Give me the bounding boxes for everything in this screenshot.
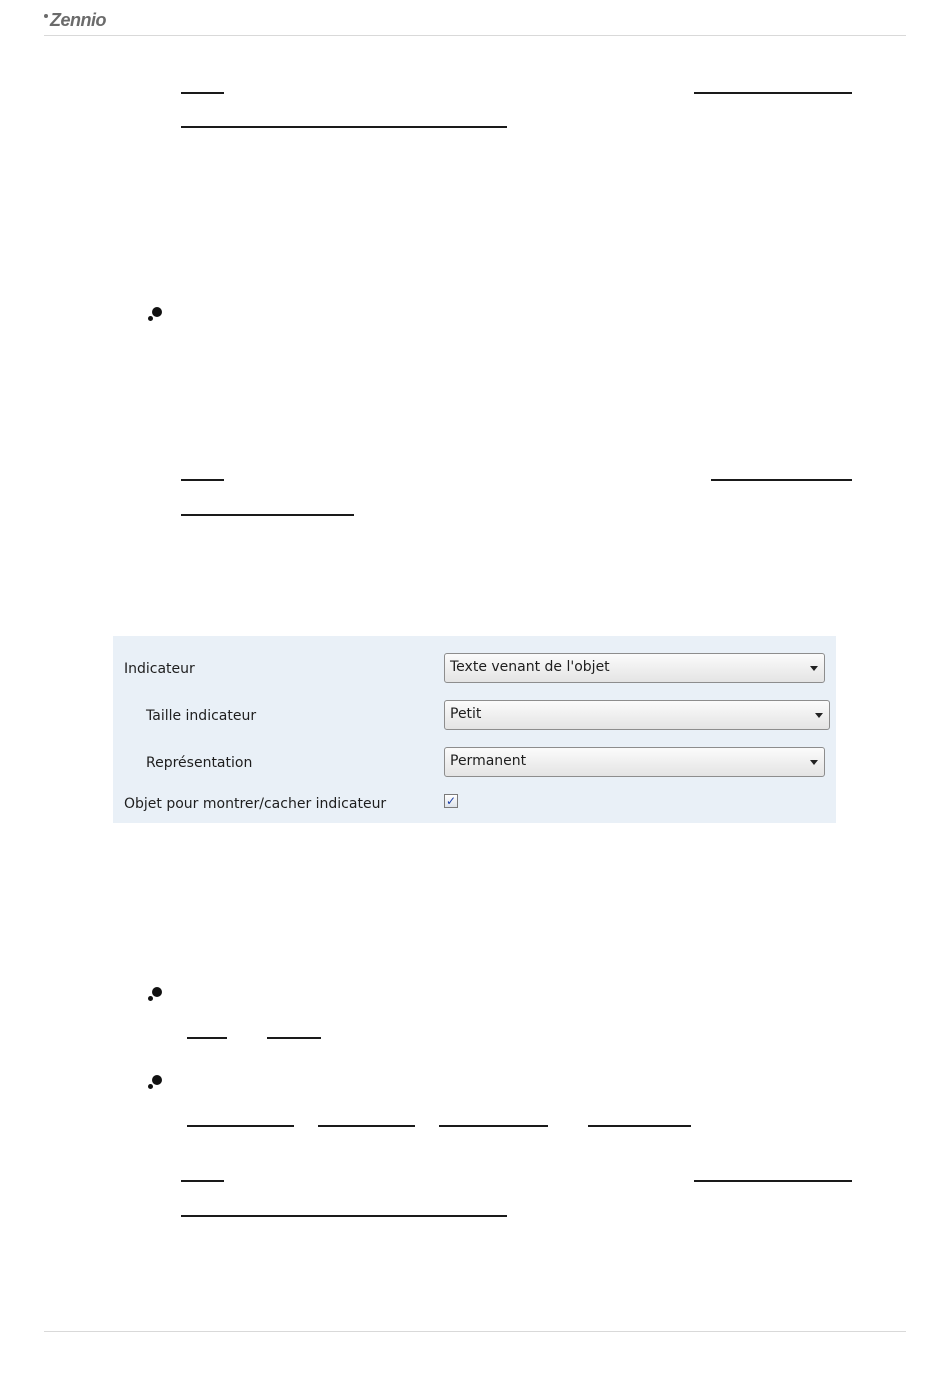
indicator-size-select[interactable] bbox=[444, 700, 830, 730]
link-underline[interactable] bbox=[187, 1037, 227, 1039]
indicator-select[interactable] bbox=[444, 653, 825, 683]
indicator-size-label: Taille indicateur bbox=[146, 708, 257, 724]
link-underline[interactable] bbox=[181, 479, 224, 481]
footer-divider bbox=[44, 1331, 906, 1332]
link-underline[interactable] bbox=[439, 1125, 548, 1127]
chevron-down-icon bbox=[810, 666, 818, 671]
link-underline[interactable] bbox=[181, 1180, 224, 1182]
zennio-logo: Zennio bbox=[44, 10, 106, 31]
chevron-down-icon bbox=[810, 760, 818, 765]
bullet-icon bbox=[148, 987, 166, 1001]
link-underline[interactable] bbox=[588, 1125, 691, 1127]
link-underline[interactable] bbox=[694, 92, 852, 94]
representation-label: Représentation bbox=[146, 755, 253, 771]
chevron-down-icon bbox=[815, 713, 823, 718]
link-underline[interactable] bbox=[181, 126, 507, 128]
link-underline[interactable] bbox=[318, 1125, 415, 1127]
link-underline[interactable] bbox=[711, 479, 852, 481]
link-underline[interactable] bbox=[694, 1180, 852, 1182]
bullet-icon bbox=[148, 307, 166, 321]
bullet-icon bbox=[148, 1075, 166, 1089]
show-hide-object-label: Objet pour montrer/cacher indicateur bbox=[124, 796, 387, 812]
indicator-label: Indicateur bbox=[124, 661, 195, 677]
link-underline[interactable] bbox=[181, 92, 224, 94]
indicator-select-value: Texte venant de l'objet bbox=[450, 659, 610, 675]
link-underline[interactable] bbox=[267, 1037, 321, 1039]
header-divider bbox=[44, 35, 906, 36]
link-underline[interactable] bbox=[181, 514, 354, 516]
representation-select[interactable] bbox=[444, 747, 825, 777]
show-hide-object-checkbox[interactable]: ✓ bbox=[445, 794, 457, 808]
link-underline[interactable] bbox=[187, 1125, 294, 1127]
link-underline[interactable] bbox=[181, 1215, 507, 1217]
indicator-config-panel bbox=[113, 636, 836, 823]
representation-select-value: Permanent bbox=[450, 753, 527, 769]
indicator-size-select-value: Petit bbox=[450, 706, 482, 722]
